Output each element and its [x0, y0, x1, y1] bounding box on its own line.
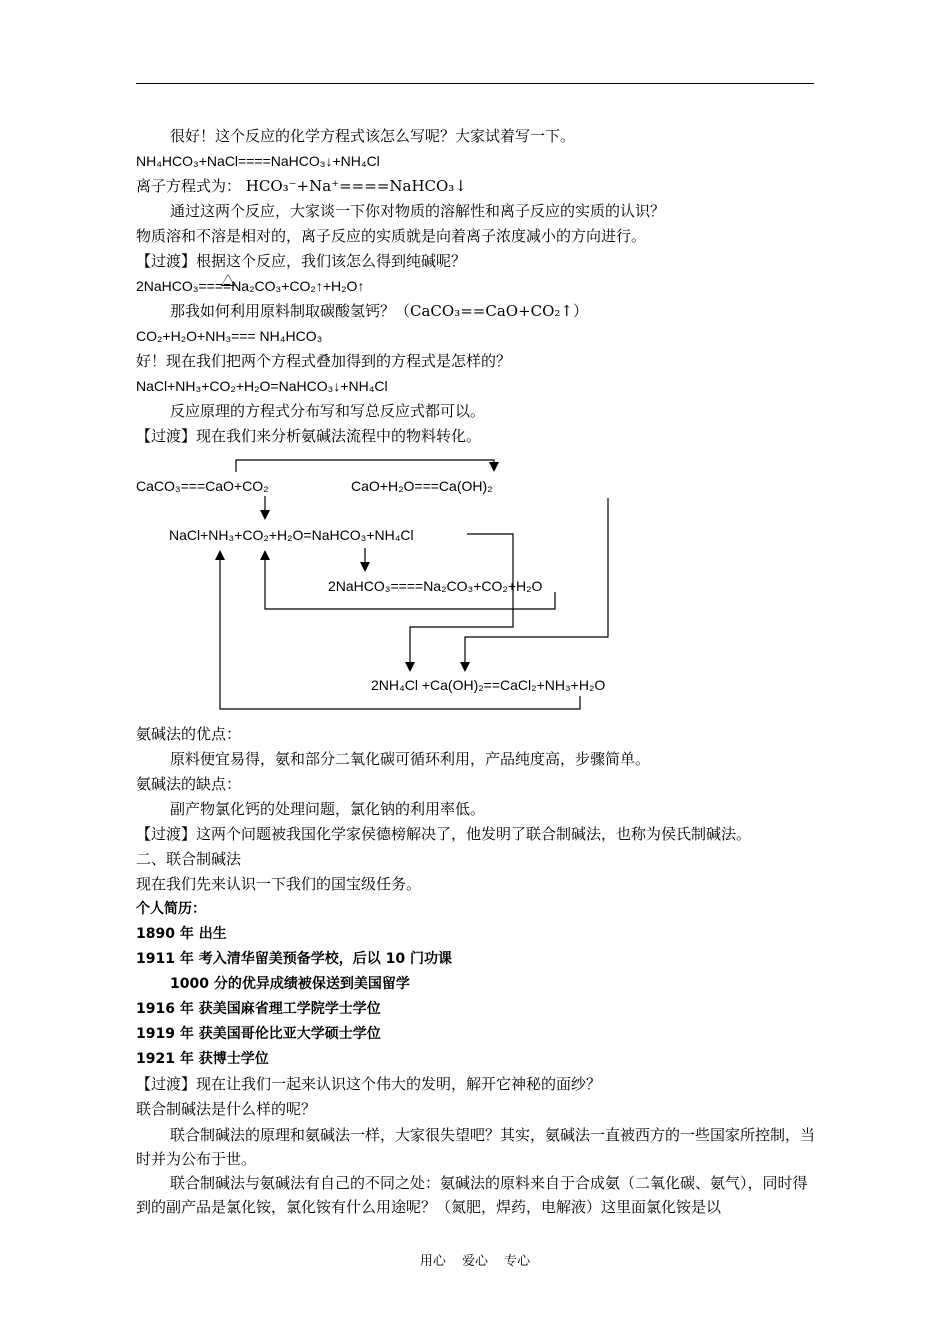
- paragraph: 好！现在我们把两个方程式叠加得到的方程式是怎样的？: [136, 352, 512, 370]
- bio-item: 1919 年 获美国哥伦比亚大学硕士学位: [136, 1026, 381, 1042]
- ionic-equation: 离子方程式为： HCO₃⁻+Na⁺====NaHCO₃↓: [136, 177, 467, 195]
- paragraph: 联合制碱法的原理和氨碱法一样，大家很失望吧？其实，氨碱法一直被西方的一些国家所控制，当时并为公布于世。: [136, 1126, 816, 1168]
- flow-equation-slaking: CaO+H₂O===Ca(OH)₂: [351, 478, 493, 494]
- paragraph: 原料便宜易得，氨和部分二氧化碳可循环利用，产品纯度高，步骤简单。: [170, 750, 651, 768]
- paragraph: 那我如何利用原料制取碳酸氢钙？（CaCO₃==CaO+CO₂↑）: [170, 302, 588, 320]
- bio-item: 1921 年 获博士学位: [136, 1051, 269, 1067]
- transition-heading: 【过渡】现在我们来分析氨碱法流程中的物料转化。: [136, 427, 482, 445]
- flow-arrow-cao: [236, 460, 494, 472]
- equation: 2NaHCO₃====Na₂CO₃+CO₂↑+H₂O↑: [136, 278, 365, 294]
- section-heading: 二、联合制碱法: [136, 850, 242, 868]
- bio-item: 1000 分的优异成绩被保送到美国留学: [170, 976, 410, 992]
- paragraph: 反应原理的方程式分布写和写总反应式都可以。: [170, 402, 486, 420]
- flow-arrow-nh4cl: [410, 534, 513, 662]
- subheading: 氨碱法的缺点：: [136, 775, 242, 793]
- equation: NaCl+NH₃+CO₂+H₂O=NaHCO₃↓+NH₄Cl: [136, 378, 388, 394]
- page-footer: 用心 爱心 专心: [419, 1254, 531, 1269]
- paragraph: 很好！这个反应的化学方程式该怎么写呢？大家试着写一下。: [170, 127, 576, 145]
- arrowhead: [460, 662, 470, 672]
- arrowhead: [260, 550, 270, 560]
- flow-equation-carbonation: NaCl+NH₃+CO₂+H₂O=NaHCO₃+NH₄Cl: [169, 527, 414, 543]
- bio-item: 1916 年 获美国麻省理工学院学士学位: [136, 1001, 381, 1017]
- transition-heading: 【过渡】这两个问题被我国化学家侯德榜解决了，他发明了联合制碱法，也称为侯氏制碱法。: [136, 825, 752, 843]
- paragraph: 联合制碱法与氨碱法有自己的不同之处：氨碱法的原料来自于合成氨（二氧化碳、氨气），同时得到的副产品是氯化铵，氯化铵有什么用途呢？（氮肥，焊药，电解液）这里面氯化铵是以: [136, 1174, 808, 1216]
- bio-item: 1911 年 考入清华留美预备学校，后以 10 门功课: [136, 951, 452, 967]
- paragraph: 现在我们先来认识一下我们的国宝级任务。: [136, 875, 422, 893]
- subheading: 氨碱法的优点：: [136, 725, 242, 743]
- flow-equation-ammonia-recovery: 2NH₄Cl +Ca(OH)₂==CaCl₂+NH₃+H₂O: [371, 677, 606, 693]
- transition-heading: 【过渡】现在让我们一起来认识这个伟大的发明，解开它神秘的面纱？: [136, 1075, 602, 1093]
- flow-equation-calcination: CaCO₃===CaO+CO₂: [136, 478, 269, 494]
- arrowhead: [215, 550, 225, 560]
- flow-equation-decomposition: 2NaHCO₃====Na₂CO₃+CO₂+H₂O: [328, 578, 543, 594]
- paragraph: 物质溶和不溶是相对的，离子反应的实质就是向着离子浓度减小的方向进行。: [136, 227, 647, 245]
- arrowhead: [405, 662, 415, 672]
- paragraph: 通过这两个反应，大家谈一下你对物质的溶解性和离子反应的实质的认识？: [170, 202, 666, 220]
- equation: CO₂+H₂O+NH₃=== NH₄HCO₃: [136, 328, 323, 344]
- bio-item: 1890 年 出生: [136, 926, 227, 942]
- transition-heading: 【过渡】根据这个反应，我们该怎么得到纯碱呢？: [136, 252, 467, 270]
- arrowhead: [489, 462, 499, 472]
- bio-heading: 个人简历：: [136, 901, 206, 917]
- equation: NH₄HCO₃+NaCl====NaHCO₃↓+NH₄Cl: [136, 153, 380, 169]
- paragraph: 副产物氯化钙的处理问题，氯化钠的利用率低。: [170, 800, 486, 818]
- paragraph: 联合制碱法是什么样的呢？: [136, 1100, 317, 1118]
- arrowhead: [260, 510, 270, 520]
- arrowhead: [360, 562, 370, 572]
